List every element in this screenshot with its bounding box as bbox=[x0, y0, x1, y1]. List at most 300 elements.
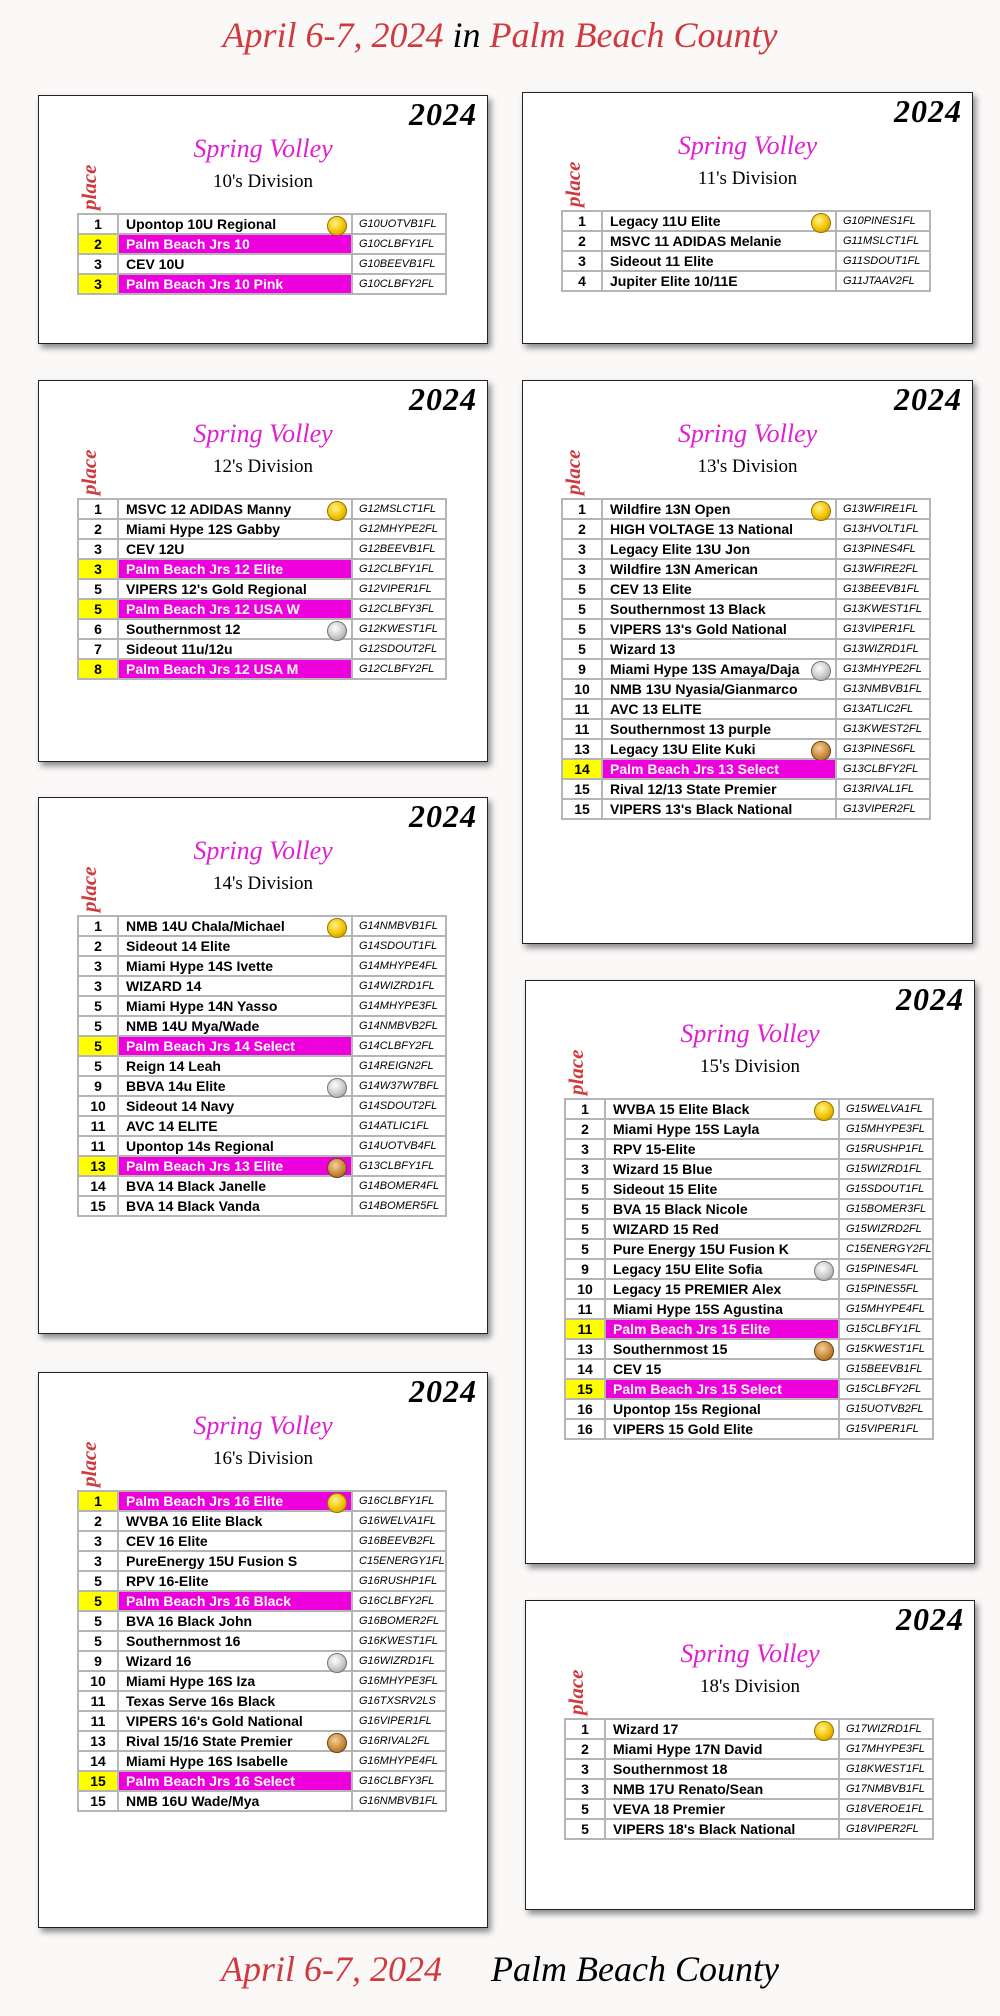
place-cell: 6 bbox=[78, 619, 118, 639]
place-cell: 14 bbox=[78, 1751, 118, 1771]
team-name: VEVA 18 Premier bbox=[613, 1801, 726, 1817]
place-cell: 5 bbox=[565, 1179, 605, 1199]
team-name: Sideout 14 Navy bbox=[126, 1098, 235, 1114]
division-title: 10's Division bbox=[212, 171, 314, 192]
team-name: Jupiter Elite 10/11E bbox=[610, 273, 738, 289]
team-name: MSVC 11 ADIDAS Melanie bbox=[610, 233, 782, 249]
table-row bbox=[78, 1711, 446, 1731]
team-code-cell: G16WIZRD1FL bbox=[352, 1651, 446, 1671]
team-cell bbox=[118, 254, 352, 274]
place-cell: 10 bbox=[562, 679, 602, 699]
table-row bbox=[78, 1591, 446, 1611]
place-cell: 3 bbox=[562, 539, 602, 559]
team-name: Legacy Elite 13U Jon bbox=[610, 541, 751, 557]
team-code-cell: G16MHYPE3FL bbox=[352, 1671, 446, 1691]
division-card bbox=[522, 380, 973, 944]
team-cell bbox=[118, 996, 352, 1016]
team-cell bbox=[602, 271, 836, 291]
gold-medal-icon bbox=[327, 918, 347, 938]
team-cell bbox=[602, 739, 836, 759]
team-name: RPV 16-Elite bbox=[126, 1573, 209, 1589]
team-code-cell: G15WIZRD2FL bbox=[839, 1219, 933, 1239]
team-cell bbox=[602, 579, 836, 599]
team-name: Palm Beach Jrs 10 Pink bbox=[126, 276, 284, 292]
team-cell bbox=[605, 1219, 839, 1239]
silver-medal-icon bbox=[811, 661, 831, 681]
results-table bbox=[77, 1490, 447, 1812]
team-cell bbox=[118, 559, 352, 579]
team-name: CEV 15 bbox=[613, 1361, 662, 1377]
team-code-cell: G11JTAAV2FL bbox=[836, 271, 930, 291]
team-name: Palm Beach Jrs 15 Select bbox=[613, 1381, 782, 1397]
team-code-cell: G12SDOUT2FL bbox=[352, 639, 446, 659]
place-cell: 5 bbox=[78, 1056, 118, 1076]
team-cell bbox=[602, 799, 836, 819]
table-row bbox=[565, 1119, 933, 1139]
team-code-cell: G13CLBFY2FL bbox=[836, 759, 930, 779]
team-name: Palm Beach Jrs 14 Select bbox=[126, 1038, 295, 1054]
table-row bbox=[565, 1339, 933, 1359]
table-row bbox=[78, 996, 446, 1016]
table-row bbox=[562, 699, 930, 719]
team-name: NMB 14U Mya/Wade bbox=[126, 1018, 260, 1034]
team-name: WIZARD 14 bbox=[126, 978, 202, 994]
place-cell: 5 bbox=[78, 599, 118, 619]
division-title: 11's Division bbox=[697, 168, 798, 189]
table-row bbox=[562, 499, 930, 519]
team-code-cell: G16RIVAL2FL bbox=[352, 1731, 446, 1751]
team-name: Wizard 15 Blue bbox=[613, 1161, 713, 1177]
gold-medal-icon bbox=[327, 1493, 347, 1513]
team-name: VIPERS 15 Gold Elite bbox=[613, 1421, 754, 1437]
place-label: place bbox=[77, 866, 101, 912]
team-code-cell: G12CLBFY3FL bbox=[352, 599, 446, 619]
team-code-cell: G14UOTVB4FL bbox=[352, 1136, 446, 1156]
team-code-cell: G16MHYPE4FL bbox=[352, 1751, 446, 1771]
place-cell: 11 bbox=[78, 1136, 118, 1156]
team-code-cell: G14SDOUT2FL bbox=[352, 1096, 446, 1116]
team-name: Wildfire 13N Open bbox=[610, 501, 731, 517]
team-name: Palm Beach Jrs 16 Elite bbox=[126, 1493, 284, 1509]
place-cell: 5 bbox=[78, 1036, 118, 1056]
year-label: 2024 bbox=[409, 96, 477, 132]
place-cell: 5 bbox=[78, 1611, 118, 1631]
team-cell bbox=[118, 499, 352, 519]
team-cell bbox=[118, 976, 352, 996]
table-row bbox=[565, 1319, 933, 1339]
place-cell: 11 bbox=[78, 1116, 118, 1136]
team-code-cell: G14WIZRD1FL bbox=[352, 976, 446, 996]
table-row bbox=[562, 251, 930, 271]
table-row bbox=[78, 519, 446, 539]
place-label: place bbox=[564, 1049, 588, 1095]
team-name: CEV 12U bbox=[126, 541, 185, 557]
team-cell bbox=[118, 274, 352, 294]
team-name: VIPERS 13's Gold National bbox=[610, 621, 787, 637]
team-code-cell: G16RUSHP1FL bbox=[352, 1571, 446, 1591]
team-code-cell: G14BOMER4FL bbox=[352, 1176, 446, 1196]
team-name: Southernmost 16 bbox=[126, 1633, 241, 1649]
place-cell: 5 bbox=[78, 996, 118, 1016]
table-row bbox=[78, 1791, 446, 1811]
table-row bbox=[562, 679, 930, 699]
table-row bbox=[78, 916, 446, 936]
team-cell bbox=[605, 1099, 839, 1119]
team-cell bbox=[118, 1196, 352, 1216]
team-cell bbox=[118, 956, 352, 976]
team-name: Miami Hype 16S Isabelle bbox=[126, 1753, 288, 1769]
table-row bbox=[565, 1779, 933, 1799]
bronze-medal-icon bbox=[814, 1341, 834, 1361]
team-cell bbox=[602, 599, 836, 619]
place-cell: 8 bbox=[78, 659, 118, 679]
table-row bbox=[78, 639, 446, 659]
table-row bbox=[78, 1611, 446, 1631]
team-cell bbox=[118, 1751, 352, 1771]
team-code-cell: G12CLBFY1FL bbox=[352, 559, 446, 579]
table-row bbox=[562, 779, 930, 799]
place-cell: 9 bbox=[562, 659, 602, 679]
place-cell: 5 bbox=[562, 579, 602, 599]
team-cell bbox=[605, 1199, 839, 1219]
team-name: Upontop 14s Regional bbox=[126, 1138, 274, 1154]
table-row bbox=[565, 1419, 933, 1439]
place-label: place bbox=[77, 449, 101, 495]
table-row bbox=[78, 1076, 446, 1096]
table-row bbox=[565, 1719, 933, 1739]
team-code-cell: G13WFIRE2FL bbox=[836, 559, 930, 579]
table-row bbox=[565, 1399, 933, 1419]
place-cell: 3 bbox=[562, 251, 602, 271]
place-cell: 3 bbox=[78, 254, 118, 274]
gold-medal-icon bbox=[814, 1101, 834, 1121]
results-table bbox=[564, 1098, 934, 1440]
team-cell bbox=[605, 1719, 839, 1739]
team-code-cell: G15UOTVB2FL bbox=[839, 1399, 933, 1419]
event-title: Spring Volley bbox=[193, 419, 333, 448]
page-footer bbox=[0, 1948, 1000, 1990]
team-code-cell: G12MSLCT1FL bbox=[352, 499, 446, 519]
team-name: HIGH VOLTAGE 13 National bbox=[610, 521, 794, 537]
table-row bbox=[565, 1359, 933, 1379]
team-cell bbox=[118, 214, 352, 234]
place-cell: 14 bbox=[78, 1176, 118, 1196]
team-name: BVA 16 Black John bbox=[126, 1613, 253, 1629]
team-name: Sideout 11 Elite bbox=[610, 253, 714, 269]
team-cell bbox=[605, 1779, 839, 1799]
team-code-cell: G10PINES1FL bbox=[836, 211, 930, 231]
table-row bbox=[565, 1759, 933, 1779]
team-code-cell: G12BEEVB1FL bbox=[352, 539, 446, 559]
team-name: AVC 13 ELITE bbox=[610, 701, 702, 717]
team-name: NMB 13U Nyasia/Gianmarco bbox=[610, 681, 798, 697]
place-cell: 10 bbox=[78, 1096, 118, 1116]
team-name: Miami Hype 16S Iza bbox=[126, 1673, 256, 1689]
team-code-cell: G15WELVA1FL bbox=[839, 1099, 933, 1119]
year-label: 2024 bbox=[894, 93, 962, 129]
gold-medal-icon bbox=[811, 501, 831, 521]
team-cell bbox=[602, 699, 836, 719]
table-row bbox=[78, 1531, 446, 1551]
bronze-medal-icon bbox=[327, 1158, 347, 1178]
table-row bbox=[78, 1156, 446, 1176]
team-code-cell: G15CLBFY1FL bbox=[839, 1319, 933, 1339]
table-row bbox=[565, 1099, 933, 1119]
place-cell: 5 bbox=[562, 639, 602, 659]
team-cell bbox=[605, 1159, 839, 1179]
header-date: April 6-7, 2024 bbox=[222, 15, 444, 55]
place-cell: 14 bbox=[565, 1359, 605, 1379]
year-label: 2024 bbox=[896, 1601, 964, 1637]
team-code-cell: G11SDOUT1FL bbox=[836, 251, 930, 271]
team-cell bbox=[118, 936, 352, 956]
place-cell: 11 bbox=[562, 699, 602, 719]
table-row bbox=[565, 1139, 933, 1159]
place-cell: 3 bbox=[565, 1139, 605, 1159]
place-cell: 5 bbox=[78, 1571, 118, 1591]
place-cell: 16 bbox=[565, 1399, 605, 1419]
team-name: Sideout 11u/12u bbox=[126, 641, 233, 657]
place-cell: 2 bbox=[562, 519, 602, 539]
place-cell: 1 bbox=[78, 916, 118, 936]
team-code-cell: G16CLBFY2FL bbox=[352, 1591, 446, 1611]
place-label: place bbox=[564, 1669, 588, 1715]
team-code-cell: G13ATLIC2FL bbox=[836, 699, 930, 719]
table-row bbox=[562, 539, 930, 559]
team-code-cell: G10UOTVB1FL bbox=[352, 214, 446, 234]
team-cell bbox=[118, 659, 352, 679]
team-code-cell: G15MHYPE3FL bbox=[839, 1119, 933, 1139]
table-row bbox=[78, 214, 446, 234]
header-separator: in bbox=[452, 15, 481, 55]
team-code-cell: G10CLBFY1FL bbox=[352, 234, 446, 254]
team-cell bbox=[602, 779, 836, 799]
team-code-cell: G16KWEST1FL bbox=[352, 1631, 446, 1651]
table-row bbox=[78, 1731, 446, 1751]
table-row bbox=[78, 539, 446, 559]
table-row bbox=[78, 499, 446, 519]
team-cell bbox=[602, 251, 836, 271]
team-cell bbox=[118, 916, 352, 936]
team-cell bbox=[605, 1799, 839, 1819]
team-cell bbox=[602, 499, 836, 519]
table-row bbox=[78, 1176, 446, 1196]
place-cell: 2 bbox=[78, 1511, 118, 1531]
gold-medal-icon bbox=[814, 1721, 834, 1741]
team-name: Miami Hype 12S Gabby bbox=[126, 521, 281, 537]
table-row bbox=[78, 956, 446, 976]
team-name: Palm Beach Jrs 16 Select bbox=[126, 1773, 295, 1789]
team-name: Miami Hype 15S Layla bbox=[613, 1121, 760, 1137]
team-name: MSVC 12 ADIDAS Manny bbox=[126, 501, 292, 517]
team-name: Palm Beach Jrs 15 Elite bbox=[613, 1321, 771, 1337]
team-cell bbox=[118, 1136, 352, 1156]
place-cell: 5 bbox=[565, 1799, 605, 1819]
place-cell: 3 bbox=[562, 559, 602, 579]
team-code-cell: G16WELVA1FL bbox=[352, 1511, 446, 1531]
division-title: 15's Division bbox=[699, 1056, 801, 1077]
team-code-cell: G15RUSHP1FL bbox=[839, 1139, 933, 1159]
team-code-cell: G13VIPER1FL bbox=[836, 619, 930, 639]
place-cell: 11 bbox=[78, 1691, 118, 1711]
team-name: Southernmost 12 bbox=[126, 621, 241, 637]
team-code-cell: G13PINES6FL bbox=[836, 739, 930, 759]
place-cell: 15 bbox=[565, 1379, 605, 1399]
team-code-cell: G13CLBFY1FL bbox=[352, 1156, 446, 1176]
team-cell bbox=[605, 1239, 839, 1259]
team-code-cell: G13BEEVB1FL bbox=[836, 579, 930, 599]
table-row bbox=[78, 1771, 446, 1791]
team-name: Legacy 15 PREMIER Alex bbox=[613, 1281, 782, 1297]
team-name: RPV 15-Elite bbox=[613, 1141, 696, 1157]
team-name: Miami Hype 14N Yasso bbox=[126, 998, 278, 1014]
place-cell: 3 bbox=[78, 1531, 118, 1551]
table-row bbox=[78, 599, 446, 619]
table-row bbox=[78, 1116, 446, 1136]
team-code-cell: G15KWEST1FL bbox=[839, 1339, 933, 1359]
team-cell bbox=[118, 1731, 352, 1751]
team-cell bbox=[602, 559, 836, 579]
table-row bbox=[565, 1279, 933, 1299]
table-row bbox=[78, 1551, 446, 1571]
table-row bbox=[78, 976, 446, 996]
team-name: Miami Hype 15S Agustina bbox=[613, 1301, 783, 1317]
place-cell: 13 bbox=[562, 739, 602, 759]
place-cell: 3 bbox=[78, 1551, 118, 1571]
team-cell bbox=[118, 1771, 352, 1791]
division-card bbox=[38, 95, 488, 344]
team-name: Rival 15/16 State Premier bbox=[126, 1733, 293, 1749]
team-cell bbox=[118, 1511, 352, 1531]
team-cell bbox=[605, 1399, 839, 1419]
table-row bbox=[78, 1751, 446, 1771]
gold-medal-icon bbox=[327, 501, 347, 521]
team-cell bbox=[605, 1359, 839, 1379]
team-code-cell: G12VIPER1FL bbox=[352, 579, 446, 599]
year-label: 2024 bbox=[409, 381, 477, 417]
team-name: Sideout 14 Elite bbox=[126, 938, 231, 954]
team-code-cell: G15BOMER3FL bbox=[839, 1199, 933, 1219]
team-code-cell: G16CLBFY1FL bbox=[352, 1491, 446, 1511]
table-row bbox=[565, 1259, 933, 1279]
team-cell bbox=[605, 1279, 839, 1299]
team-cell bbox=[602, 231, 836, 251]
table-row bbox=[78, 274, 446, 294]
team-code-cell: G18KWEST1FL bbox=[839, 1759, 933, 1779]
event-title: Spring Volley bbox=[680, 1639, 820, 1668]
table-row bbox=[78, 1136, 446, 1156]
team-cell bbox=[118, 539, 352, 559]
table-row bbox=[78, 579, 446, 599]
team-code-cell: G13NMBVB1FL bbox=[836, 679, 930, 699]
team-code-cell: G14SDOUT1FL bbox=[352, 936, 446, 956]
team-name: Palm Beach Jrs 13 Elite bbox=[126, 1158, 284, 1174]
table-row bbox=[565, 1819, 933, 1839]
place-cell: 1 bbox=[562, 499, 602, 519]
table-row bbox=[562, 659, 930, 679]
team-cell bbox=[118, 1691, 352, 1711]
team-code-cell: G15BEEVB1FL bbox=[839, 1359, 933, 1379]
place-cell: 3 bbox=[78, 559, 118, 579]
team-cell bbox=[602, 759, 836, 779]
table-row bbox=[562, 739, 930, 759]
team-code-cell: G13KWEST1FL bbox=[836, 599, 930, 619]
team-cell bbox=[605, 1139, 839, 1159]
team-code-cell: G14BOMER5FL bbox=[352, 1196, 446, 1216]
team-cell bbox=[118, 1491, 352, 1511]
place-cell: 11 bbox=[565, 1319, 605, 1339]
team-cell bbox=[602, 619, 836, 639]
table-row bbox=[78, 1571, 446, 1591]
team-code-cell: G14MHYPE4FL bbox=[352, 956, 446, 976]
place-cell: 9 bbox=[78, 1076, 118, 1096]
team-cell bbox=[605, 1759, 839, 1779]
team-code-cell: G17NMBVB1FL bbox=[839, 1779, 933, 1799]
division-card bbox=[38, 797, 488, 1334]
place-cell: 5 bbox=[565, 1199, 605, 1219]
table-row bbox=[565, 1799, 933, 1819]
division-title: 13's Division bbox=[697, 456, 798, 477]
team-code-cell: G13PINES4FL bbox=[836, 539, 930, 559]
place-cell: 3 bbox=[78, 274, 118, 294]
table-row bbox=[562, 579, 930, 599]
team-name: Southernmost 18 bbox=[613, 1761, 728, 1777]
team-cell bbox=[118, 1056, 352, 1076]
division-card bbox=[525, 1600, 975, 1910]
team-name: WVBA 16 Elite Black bbox=[126, 1513, 263, 1529]
team-code-cell: G13HVOLT1FL bbox=[836, 519, 930, 539]
header-location: Palm Beach County bbox=[489, 15, 778, 55]
place-cell: 2 bbox=[78, 519, 118, 539]
table-row bbox=[78, 1036, 446, 1056]
place-cell: 13 bbox=[78, 1156, 118, 1176]
table-row bbox=[562, 799, 930, 819]
results-table bbox=[77, 498, 447, 680]
team-code-cell: G15PINES4FL bbox=[839, 1259, 933, 1279]
team-code-cell: G14CLBFY2FL bbox=[352, 1036, 446, 1056]
table-row bbox=[78, 1196, 446, 1216]
footer-date: April 6-7, 2024 bbox=[221, 1949, 443, 1989]
team-name: BBVA 14u Elite bbox=[126, 1078, 226, 1094]
place-cell: 1 bbox=[78, 1491, 118, 1511]
table-row bbox=[565, 1219, 933, 1239]
team-cell bbox=[118, 619, 352, 639]
team-cell bbox=[605, 1419, 839, 1439]
event-title: Spring Volley bbox=[193, 134, 333, 163]
team-name: Palm Beach Jrs 12 Elite bbox=[126, 561, 284, 577]
team-name: Texas Serve 16s Black bbox=[126, 1693, 276, 1709]
event-title: Spring Volley bbox=[680, 1019, 820, 1048]
table-row bbox=[78, 1096, 446, 1116]
team-code-cell: G13KWEST2FL bbox=[836, 719, 930, 739]
team-cell bbox=[118, 1651, 352, 1671]
team-code-cell: G15SDOUT1FL bbox=[839, 1179, 933, 1199]
place-cell: 5 bbox=[565, 1239, 605, 1259]
team-name: Reign 14 Leah bbox=[126, 1058, 221, 1074]
table-row bbox=[562, 559, 930, 579]
table-row bbox=[562, 639, 930, 659]
team-name: Wildfire 13N American bbox=[610, 561, 758, 577]
team-cell bbox=[602, 539, 836, 559]
table-row bbox=[562, 619, 930, 639]
team-code-cell: G14MHYPE3FL bbox=[352, 996, 446, 1016]
table-row bbox=[562, 211, 930, 231]
team-code-cell: G14W37W7BFL bbox=[352, 1076, 446, 1096]
team-code-cell: G17MHYPE3FL bbox=[839, 1739, 933, 1759]
team-cell bbox=[118, 1116, 352, 1136]
table-row bbox=[78, 559, 446, 579]
team-name: VIPERS 18's Black National bbox=[613, 1821, 796, 1837]
